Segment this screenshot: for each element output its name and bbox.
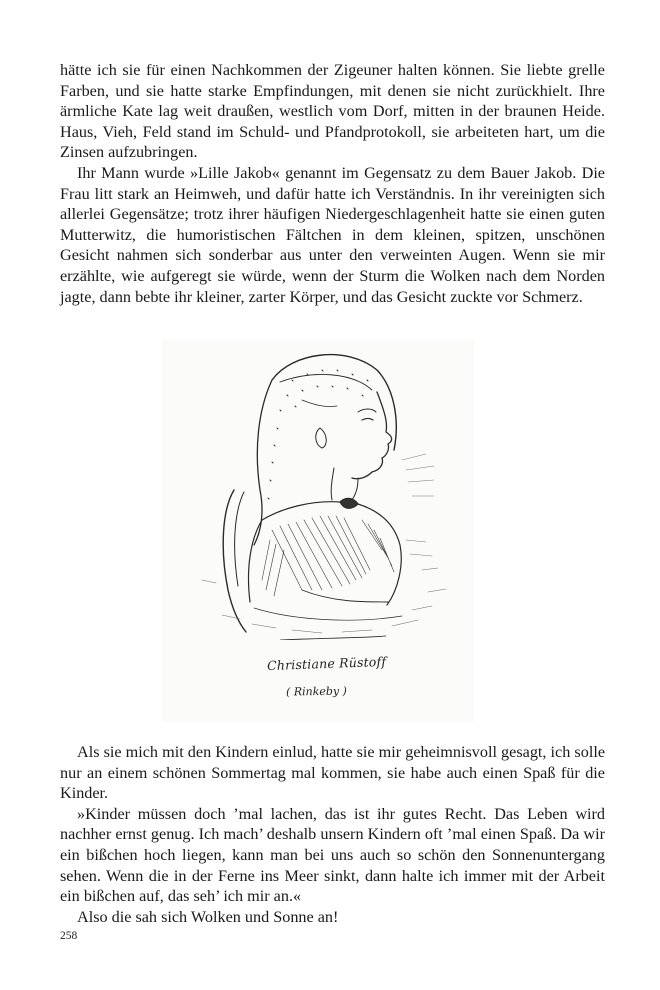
portrait-sketch: [162, 340, 474, 640]
paragraph-quote: »Kinder müssen doch ’mal lachen, das ist ihr gutes Recht. Das Leben wird nachher ernst genug. Ich mach’ deshalb unsern Kindern oft ’mal einen Spaß. Da wir ein bißchen hoch liegen, kann man bei uns auch so schön den Sonnenuntergang sehen. Wenn die in der Ferne ins Meer sinkt, dann halte ich immer mit der Arbeit ein bißchen auf, das seh’ ich mir an.«: [60, 804, 605, 906]
paragraph-invitation: Als sie mich mit den Kindern einlud, hatte sie mir geheimnisvoll gesagt, ich solle nur an einem schönen Sommertag mal kommen, sie habe auch einen Spaß für die Kinder.: [60, 743, 605, 803]
page-number: 258: [60, 930, 78, 942]
paragraph-lille-jakob: Ihr Mann wurde »Lille Jakob« genannt im Gegensatz zu dem Bauer Jakob. Die Frau litt stark an Heimweh, und dafür hatte ich Verständnis. In ihr vereinigten sich allerlei Gegensätze; trotz ihrer häufigen Niedergeschlagenheit hatte sie einen guten Mutterwitz, die humoristischen Fältchen in dem kleinen, spitzen, unschönen Gesicht nahmen sich sonderbar aus unter den verweinten Augen. Wenn sie mir erzählte, wie aufgeregt sie würde, wenn der Sturm die Wolken nach dem Norden jagte, dann bebte ihr kleiner, zarter Körper, und das Gesicht zuckte vor Schmerz.: [60, 163, 605, 306]
lower-text-block: [60, 742, 605, 927]
signature-place: ( Rinkeby ): [285, 684, 348, 699]
paragraph-continuation: hätte ich sie für einen Nachkommen der Zigeuner halten können. Sie liebte grelle Farben, und sie hatte starke Empfindungen, mit denen sie nicht zurückhielt. Ihre ärmliche Kate lag weit draußen, westlich vom Dorf, mitten in der braunen Heide. Haus, Vieh, Feld stand im Schuld- und Pfandprotokoll, sie arbeiteten hart, um die Zinsen aufzubringen.: [60, 61, 605, 162]
portrait-illustration: [162, 340, 474, 722]
signature-name: Christiane Rüstoff: [266, 653, 387, 674]
paragraph-closing: Also die sah sich Wolken und Sonne an!: [77, 907, 339, 926]
upper-text-block: [60, 60, 605, 307]
